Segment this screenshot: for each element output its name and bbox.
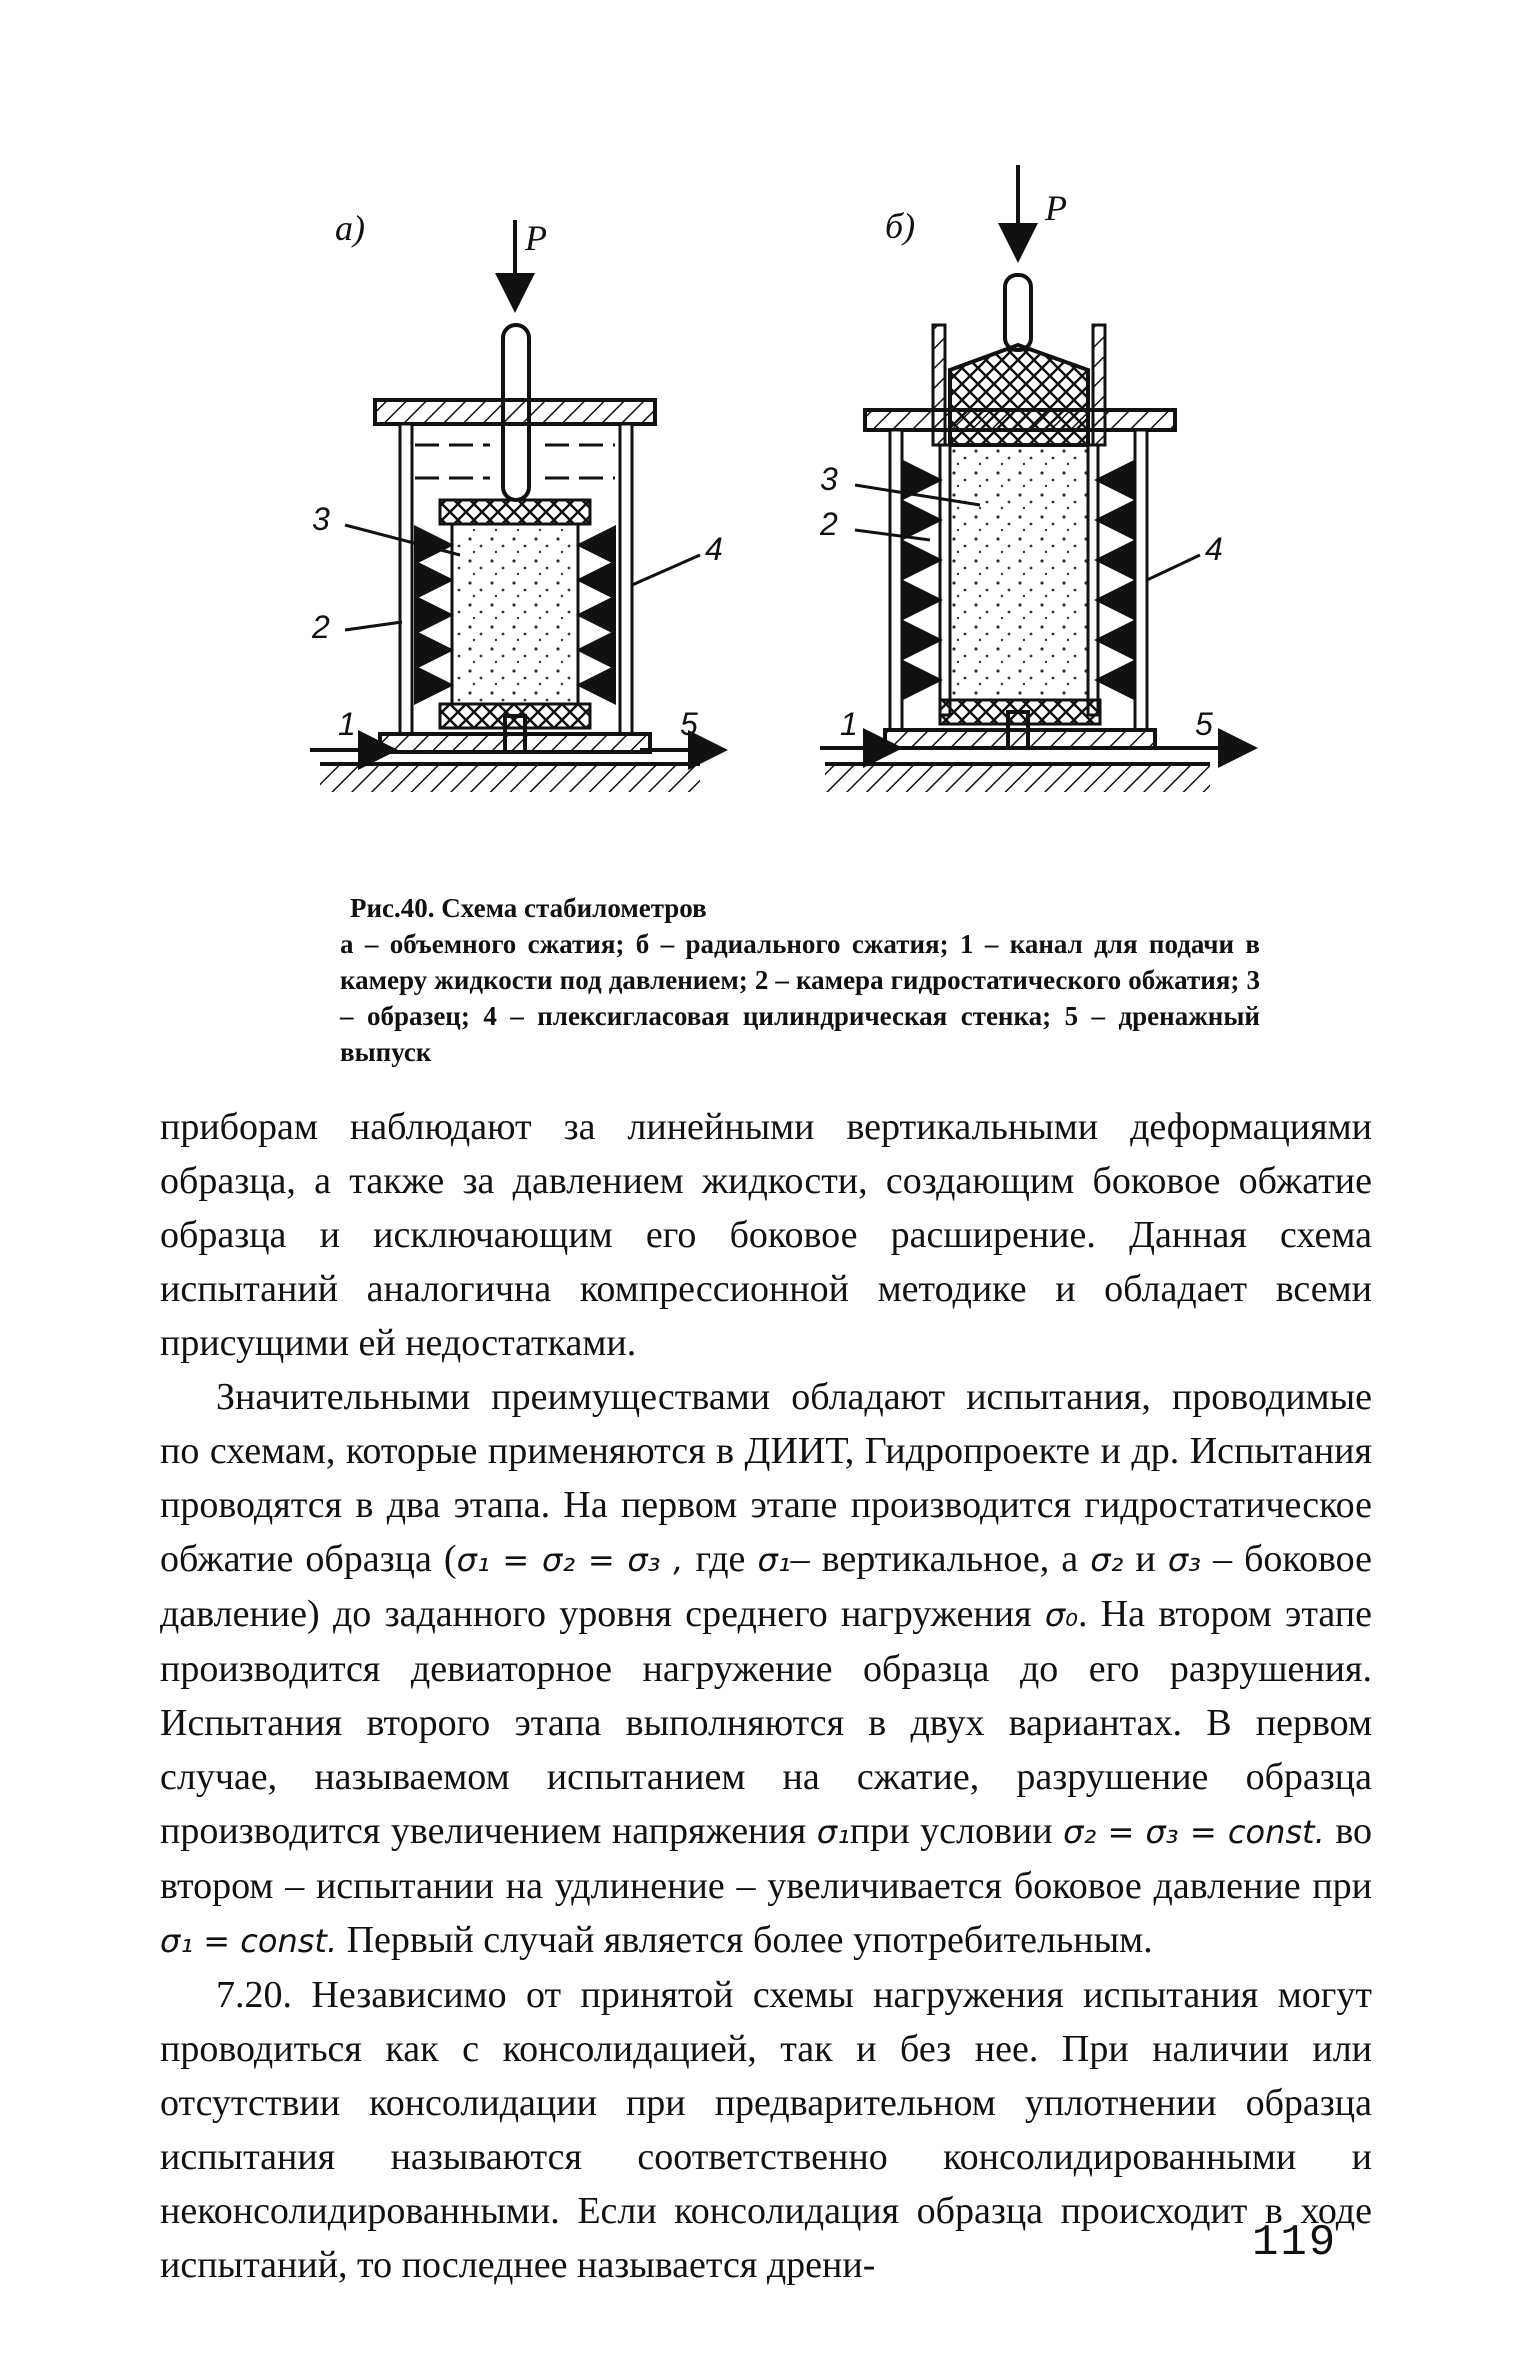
paragraph-3: 7.20. Независимо от принятой схемы нагружения испытания могут проводиться как с консолидацией, так и без нее. При наличии или отсутствии консолидации при предварительном уплотнении образца испытания называются соответственно консолидированными и неконсолидированными. Если консолидация образца происходит в ходе испытаний, то последнее называется дрени- bbox=[160, 1974, 1372, 2286]
part-4-b: 4 bbox=[1205, 531, 1223, 567]
part-4-a: 4 bbox=[705, 531, 723, 567]
part-5-a: 5 bbox=[680, 706, 698, 742]
page-number: 119 bbox=[1252, 2218, 1338, 2268]
panel-a-label: а) bbox=[335, 208, 365, 248]
part-5-b: 5 bbox=[1195, 706, 1213, 742]
body-text bbox=[160, 1100, 1372, 2292]
figure-caption bbox=[340, 890, 1260, 1070]
caption-body: а – объемного сжатия; б – радиального сжатия; 1 – канал для подачи в камеру жидкости под давлением; 2 – камера гидростатического обжатия; 3 – образец; 4 – плексигласовая цилиндрическая стенка; 5 – дренажный выпуск bbox=[340, 929, 1260, 1067]
part-3-b: 3 bbox=[820, 461, 838, 497]
force-label-b: P bbox=[1045, 188, 1067, 228]
panel-a bbox=[310, 208, 723, 792]
paragraph-1: приборам наблюдают за линейными вертикальными деформациями образца, а также за давлением жидкости, создающим боковое обжатие образца и исключающим его боковое расширение. Данная схема испытаний аналогична компрессионной методике и обладает всеми присущими ей недостатками. bbox=[160, 1106, 1372, 1364]
part-1-b: 1 bbox=[840, 706, 858, 742]
part-2-a: 2 bbox=[312, 609, 330, 645]
part-3-a: 3 bbox=[312, 501, 330, 537]
part-1-a: 1 bbox=[338, 706, 356, 742]
force-label-a: P bbox=[525, 218, 547, 258]
stabilometer-figure bbox=[290, 160, 1270, 880]
formula-compression: σ₂ = σ₃ = const. bbox=[1063, 1813, 1325, 1851]
paragraph-2: Значительными преимуществами обладают испытания, проводимые по схемам, которые применяются в ДИИТ, Гидропроекте и др. Испытания проводятся в два этапа. На первом этапе производится гидростатическое обжатие образца (σ₁ = σ₂ = σ₃ , где σ₁– вертикальное, а σ₂ и σ₃ – боковое давление) до заданного уровня среднего нагружения σ₀. На втором этапе производится девиаторное нагружение образца до его разрушения. Испытания второго этапа выполняются в двух вариантах. В первом случае, называемом испытанием на сжатие, разрушение образца производится увеличением напряжения σ₁при условии σ₂ = σ₃ = const. во втором – испытании на удлинение – увеличивается боковое давление при σ₁ = const. Первый случай является более употребительным. bbox=[160, 1376, 1373, 1961]
part-2-b: 2 bbox=[820, 506, 838, 542]
formula-extension: σ₁ = const. bbox=[160, 1922, 338, 1960]
panel-b-label: б) bbox=[885, 206, 916, 246]
formula-hydrostatic: σ₁ = σ₂ = σ₃ , bbox=[456, 1541, 684, 1579]
caption-title: Рис.40. Схема стабилометров bbox=[350, 893, 707, 923]
panel-b bbox=[819, 165, 1250, 792]
